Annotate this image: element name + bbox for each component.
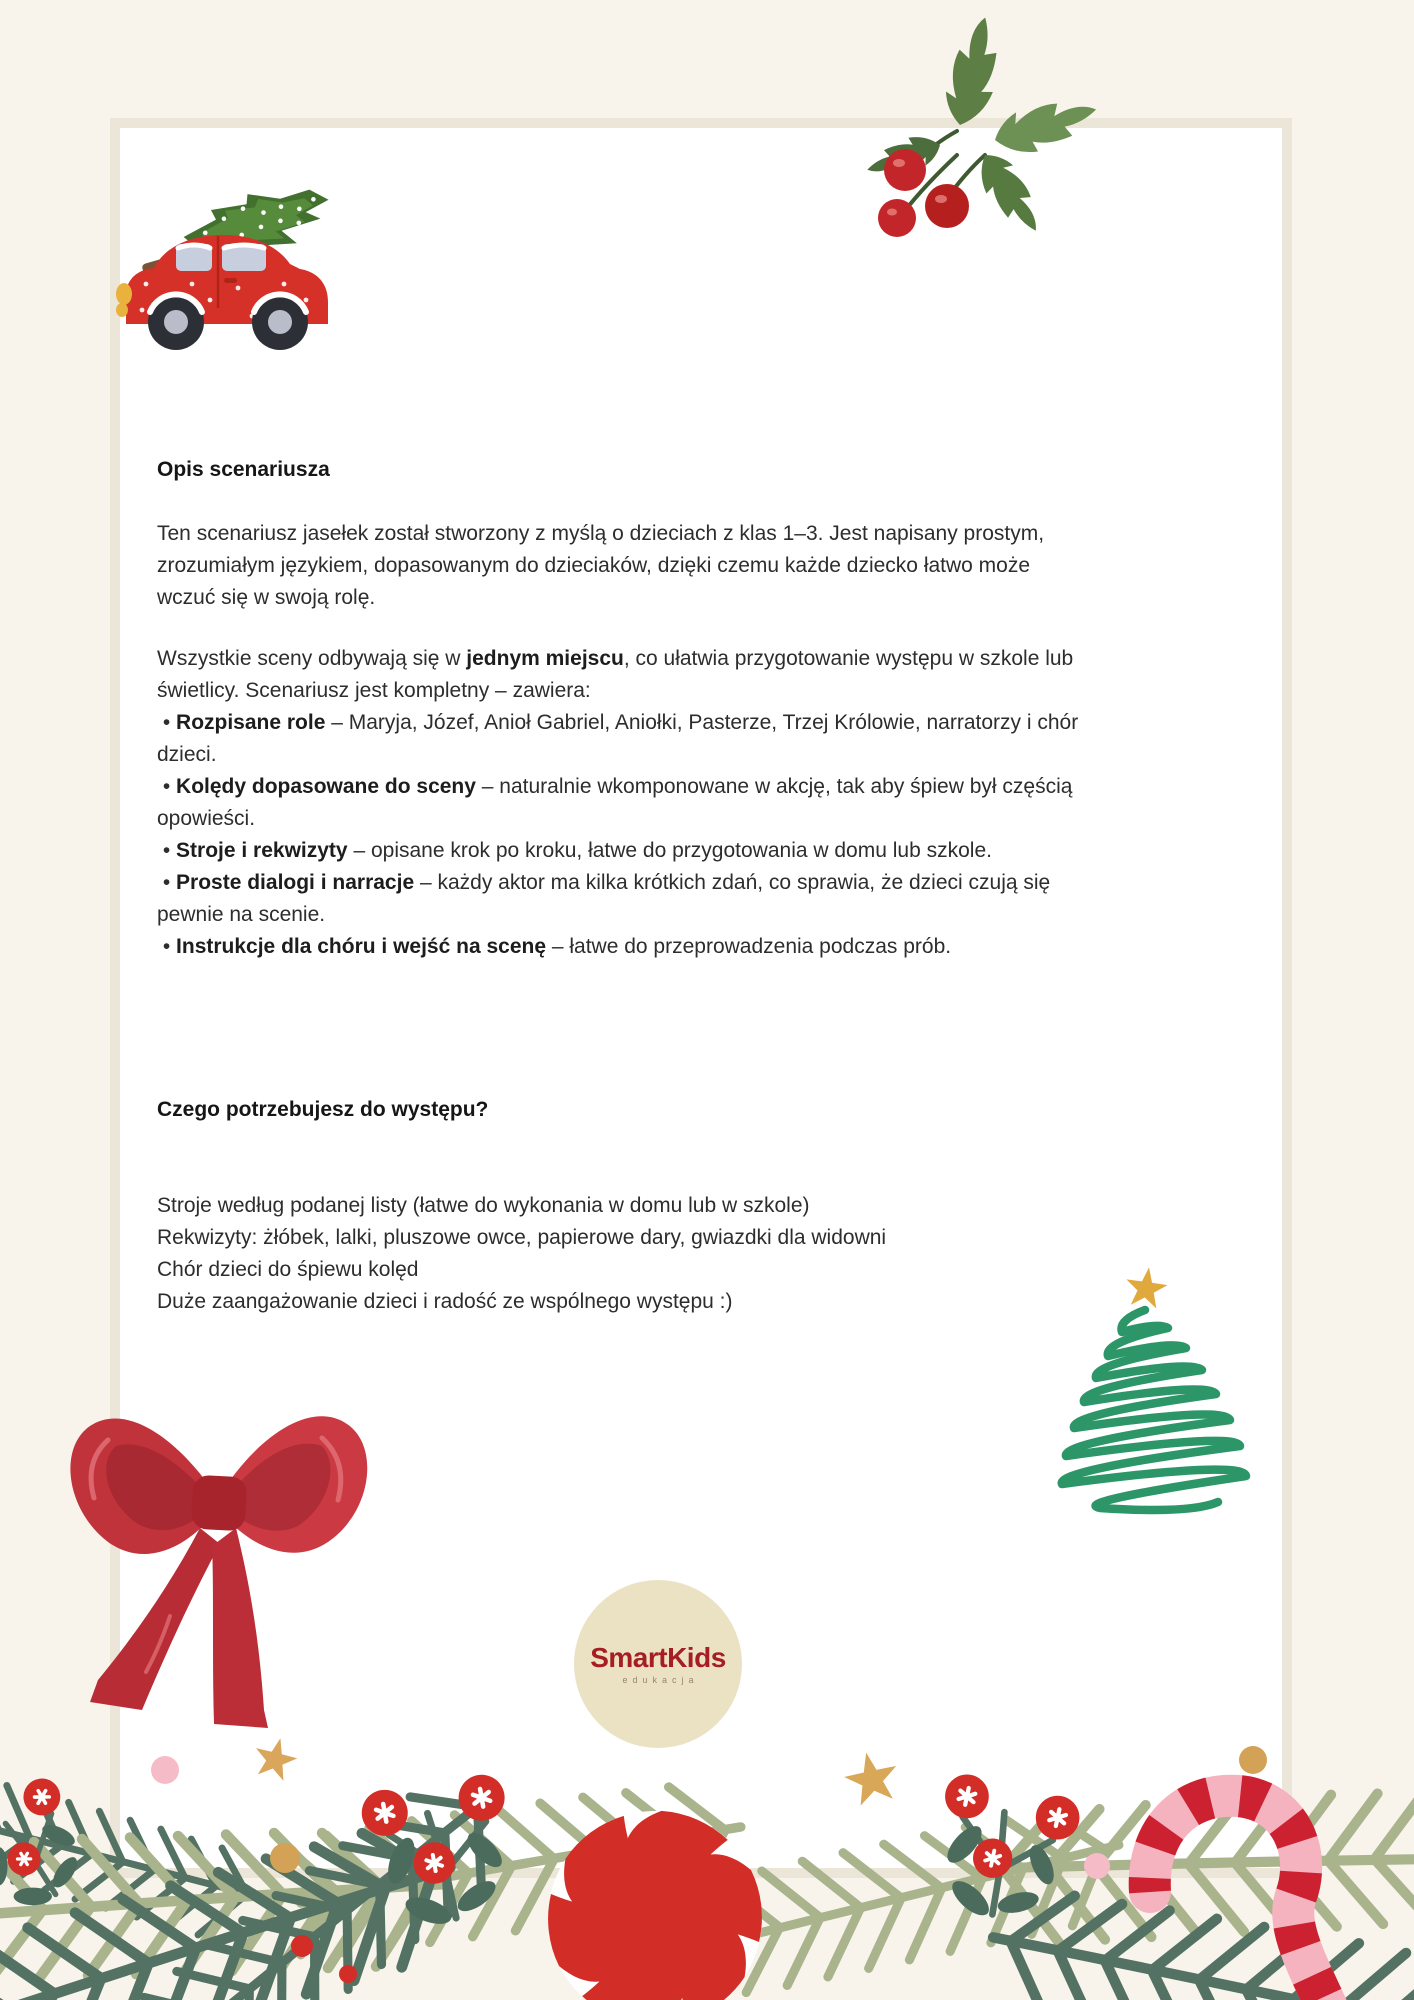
gold-star: [840, 1747, 903, 1808]
page-title: Opis scenariusza: [157, 458, 330, 481]
scribble-tree-illustration: [1040, 1262, 1270, 1562]
red-dot: [291, 1935, 313, 1957]
pink-dot: [1084, 1853, 1110, 1879]
red-dot: [339, 1965, 357, 1983]
smartkids-logo-wordmark: SmartKids: [590, 1641, 726, 1673]
needs-list: Stroje według podanej listy (łatwe do wykonania w domu lub w szkole) Rekwizyty: żłóbek, lalki, pluszowe owce, papierowe dary, gwiazdki dla widowni Chór dzieci do śpiewu kolęd Duże zaangażowanie dzieci i radość ze wspólnego występu :): [157, 1194, 887, 1313]
features-paragraph: Wszystkie sceny odbywają się w jednym miejscu, co ułatwia przygotowanie występu w szkole lub świetlicy. Scenariusz jest kompletny – zawiera: • Rozpisane role – Maryja, Józef, Anioł Gabriel, Aniołki, Pasterze, Trzej Królowie, narratorzy i chór dzieci. • Kolędy dopasowane do sceny – naturalnie wkomponowane w akcję, tak aby śpiew był częścią opowieści. • Stroje i rekwizyty – opisane krok po kroku, łatwe do przygotowania w domu lub szkole. • Proste dialogi i narracje – każdy aktor ma kilka krótkich zdań, co sprawia, że dzieci czują się pewnie na scenie. • Instrukcje dla chóru i wejść na scenę – łatwe do przeprowadzenia podczas prób.: [157, 647, 1079, 958]
red-car-body: [116, 235, 328, 350]
holly-berries: [878, 149, 969, 237]
intro-paragraph: Ten scenariusz jasełek został stworzony z myślą o dzieciach z klas 1–3. Jest napisany prostym, zrozumiałym językiem, dopasowanym do dzieciaków, dzięki czemu każde dziecko łatwo może wczuć się w swoją rolę.: [157, 522, 1045, 609]
holly-illustration: [845, 5, 1100, 250]
headlight: [116, 283, 132, 305]
needs-title: Czego potrzebujesz do występu?: [157, 1098, 489, 1121]
gold-dot: [1239, 1746, 1267, 1774]
smartkids-logo-tagline: edukacja: [622, 1674, 699, 1685]
pink-dot: [151, 1756, 179, 1784]
bow-knot: [191, 1475, 248, 1532]
holly-leaf: [940, 13, 1008, 131]
car-with-tree-illustration: [112, 158, 342, 358]
gold-star: [250, 1733, 301, 1783]
holly-leaf: [989, 89, 1100, 163]
scribble-tree-strokes: [1062, 1310, 1246, 1510]
bottom-garland-illustration: [0, 1640, 1414, 2000]
gold-dot: [270, 1843, 300, 1873]
tree-top-star: [1123, 1264, 1170, 1309]
